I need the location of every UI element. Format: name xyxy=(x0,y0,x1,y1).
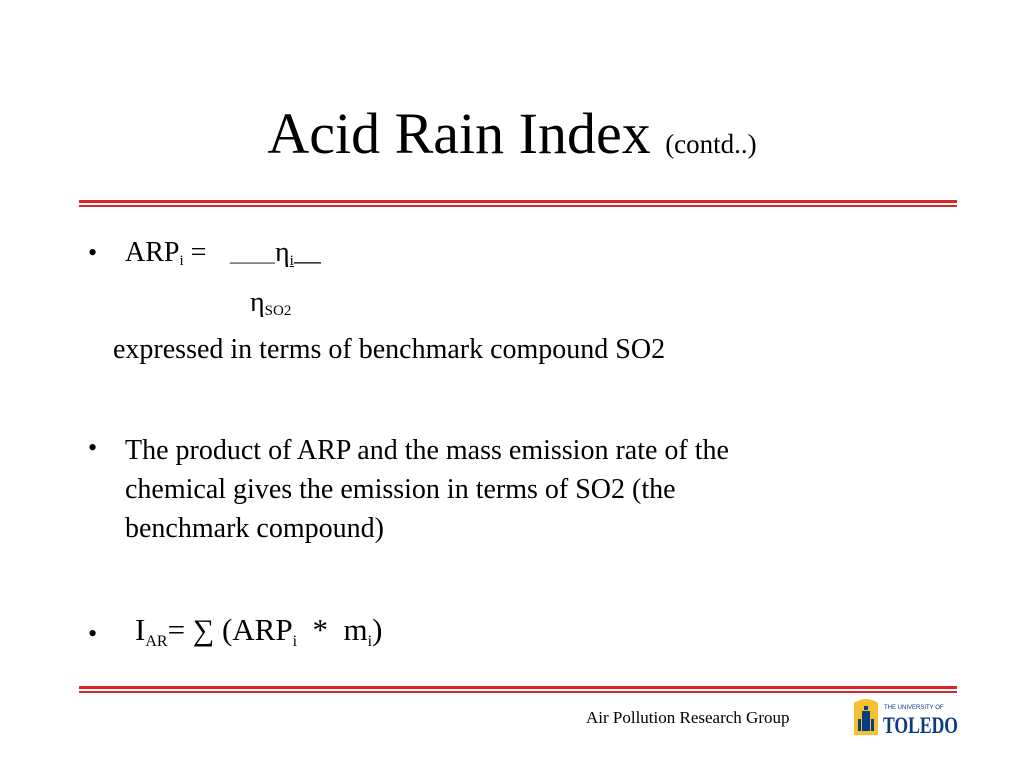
arp-numerator-eta: η xyxy=(275,237,290,268)
arp-label-subscript: i xyxy=(179,253,184,269)
iar-m: m xyxy=(343,612,368,647)
iar-formula xyxy=(135,613,382,648)
arp-denominator xyxy=(250,286,291,320)
logo-big-text: TOLEDO xyxy=(883,713,958,738)
iar-equals: = xyxy=(167,612,186,647)
sigma-symbol: ∑ xyxy=(192,614,215,647)
iar-times: * xyxy=(312,612,329,647)
arp-numerator-subscript: i xyxy=(289,253,294,269)
iar-close: ) xyxy=(372,612,383,647)
arp-formula-lhs xyxy=(125,236,206,270)
slide-title-main: Acid Rain Index xyxy=(267,101,651,166)
paragraph-line-1: The product of ARP and the mass emission rate of the xyxy=(125,435,729,466)
slide-title-subtitle: (contd..) xyxy=(665,129,757,159)
logo-small-text: THE UNIVERSITY OF xyxy=(884,705,944,711)
iar-lhs-subscript: AR xyxy=(145,633,168,650)
paragraph-line-3: benchmark compound) xyxy=(125,513,384,544)
iar-arp-subscript: i xyxy=(292,633,298,650)
footer-group-name: Air Pollution Research Group xyxy=(586,708,790,727)
bullet-1-marker: • xyxy=(88,238,98,267)
iar-lhs: I xyxy=(135,612,146,647)
bullet-2-marker: • xyxy=(88,433,98,462)
arp-equals: = xyxy=(190,237,207,268)
arp-denominator-subscript: SO2 xyxy=(264,303,292,319)
top-divider xyxy=(79,200,957,207)
underline-blank: _____ xyxy=(230,245,275,265)
bottom-divider xyxy=(79,686,957,693)
arp-note: expressed in terms of benchmark compound SO2 xyxy=(113,334,666,365)
iar-open-arp: (ARP xyxy=(221,612,293,647)
emission-paragraph xyxy=(125,431,915,548)
arp-numerator: $\_\_\_\_\_\eta_i\_\_\_$ xyxy=(230,237,321,269)
arp-denominator-eta: η xyxy=(250,287,265,318)
arp-label: ARP xyxy=(125,237,180,268)
bullet-3-marker: • xyxy=(88,619,98,648)
paragraph-line-2: chemical gives the emission in terms of SO2 (the xyxy=(125,474,676,505)
iar-m-subscript: i xyxy=(367,633,373,650)
university-of-toledo-logo xyxy=(852,697,960,739)
slide-title xyxy=(0,96,1024,182)
